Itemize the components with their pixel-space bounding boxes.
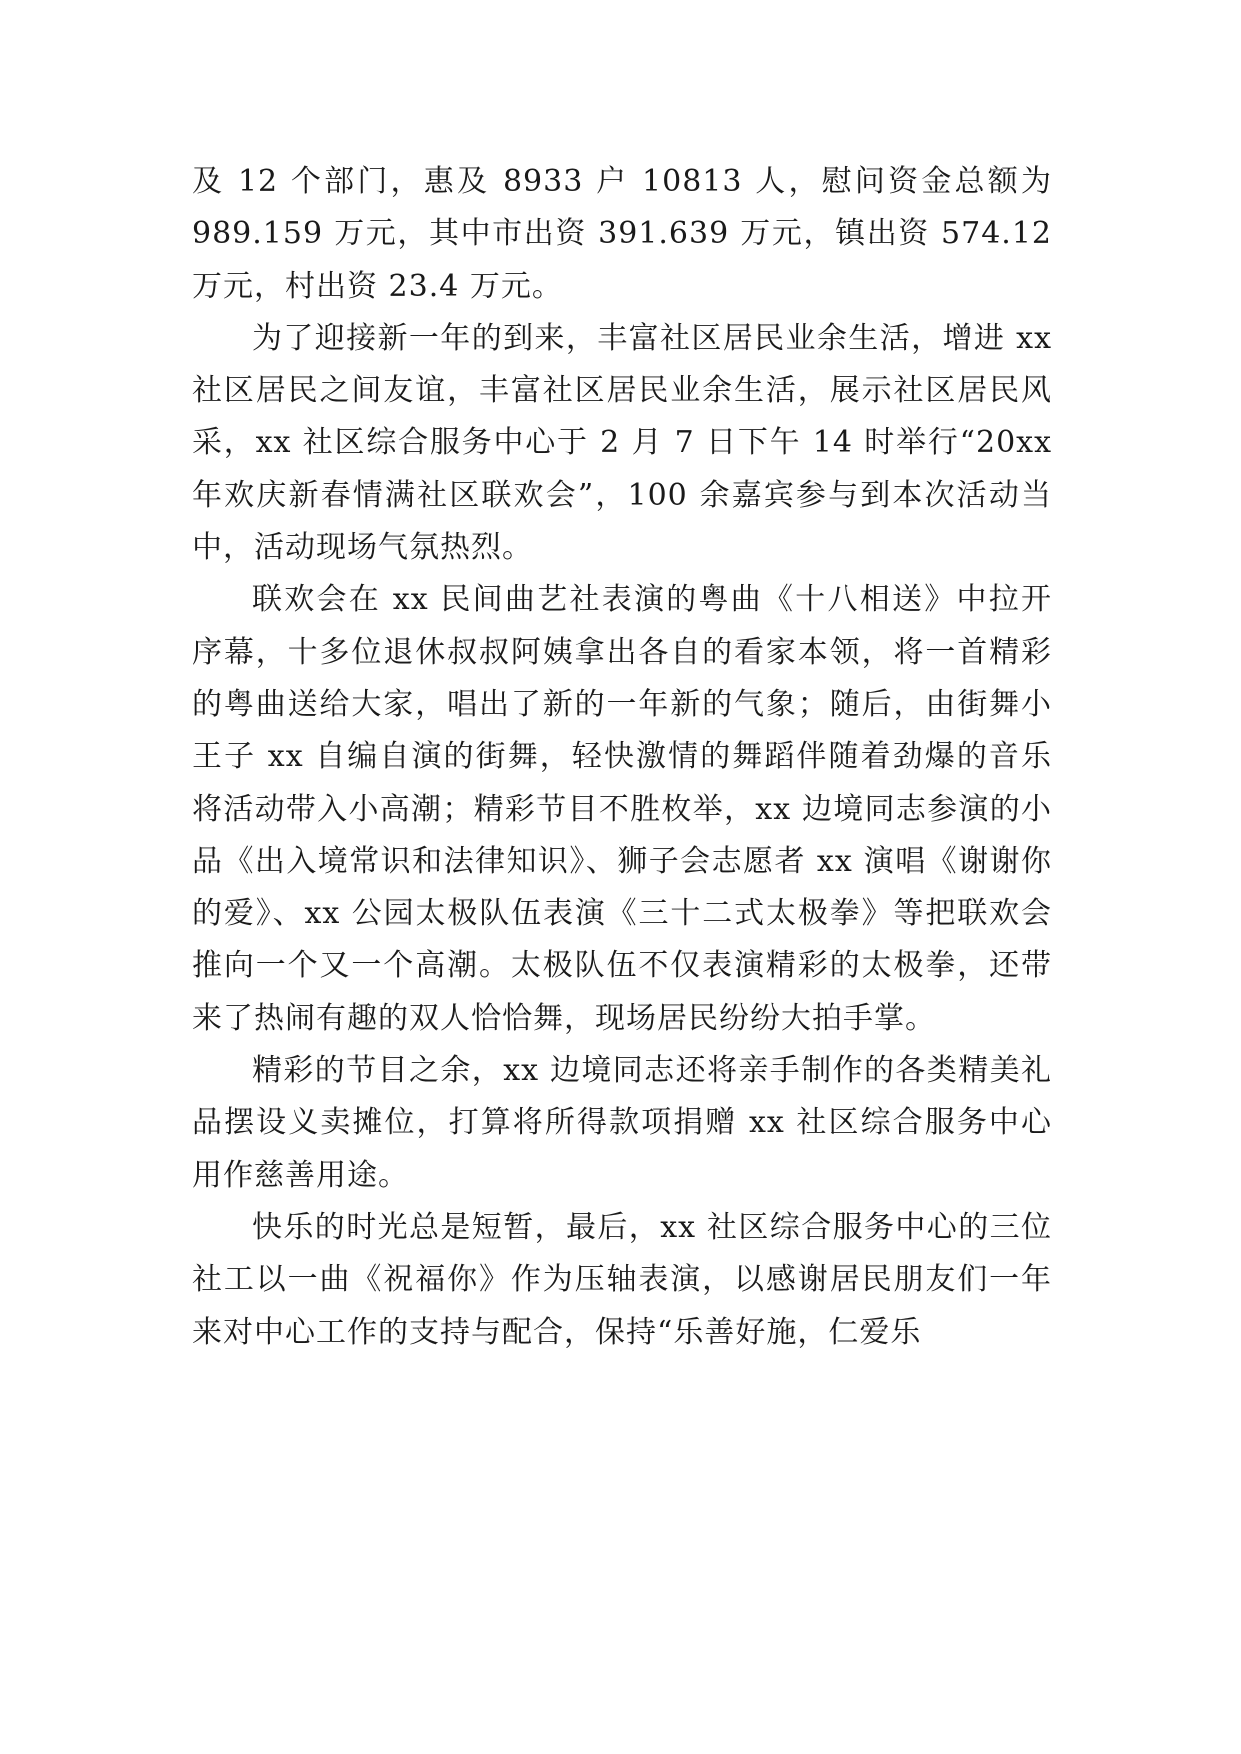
document-body [192, 156, 1052, 1359]
paragraph-continued: 及 12 个部门，惠及 8933 户 10813 人，慰问资金总额为 989.159 万元，其中市出资 391.639 万元，镇出资 574.12 万元，村出资 23.4 万元。 [192, 164, 1052, 304]
paragraph-charity-sale: 精彩的节目之余，xx 边境同志还将亲手制作的各类精美礼品摆设义卖摊位，打算将所得款项捐赠 xx 社区综合服务中心用作慈善用途。 [192, 1053, 1052, 1193]
paragraph-new-year-event: 为了迎接新一年的到来，丰富社区居民业余生活，增进 xx 社区居民之间友谊，丰富社区居民业余生活，展示社区居民风采，xx 社区综合服务中心于 2 月 7 日下午 14 时举行“20xx 年欢庆新春情满社区联欢会”，100 余嘉宾参与到本次活动当中，活动现场气氛热烈。 [192, 320, 1052, 566]
paragraph-closing: 快乐的时光总是短暂，最后，xx 社区综合服务中心的三位社工以一曲《祝福你》作为压轴表演，以感谢居民朋友们一年来对中心工作的支持与配合，保持“乐善好施，仁爱乐 [192, 1209, 1052, 1350]
paragraph-performances: 联欢会在 xx 民间曲艺社表演的粤曲《十八相送》中拉开序幕，十多位退休叔叔阿姨拿出各自的看家本领，将一首精彩的粤曲送给大家，唱出了新的一年新的气象；随后，由街舞小王子 xx 自编自演的街舞，轻快激情的舞蹈伴随着劲爆的音乐将活动带入小高潮；精彩节目不胜枚举，xx 边境同志参演的小品《出入境常识和法律知识》、狮子会志愿者 xx 演唱《谢谢你的爱》、xx 公园太极队伍表演《三十二式太极拳》等把联欢会推向一个又一个高潮。太极队伍不仅表演精彩的太极拳，还带来了热闹有趣的双人恰恰舞，现场居民纷纷大拍手掌。 [192, 582, 1052, 1036]
